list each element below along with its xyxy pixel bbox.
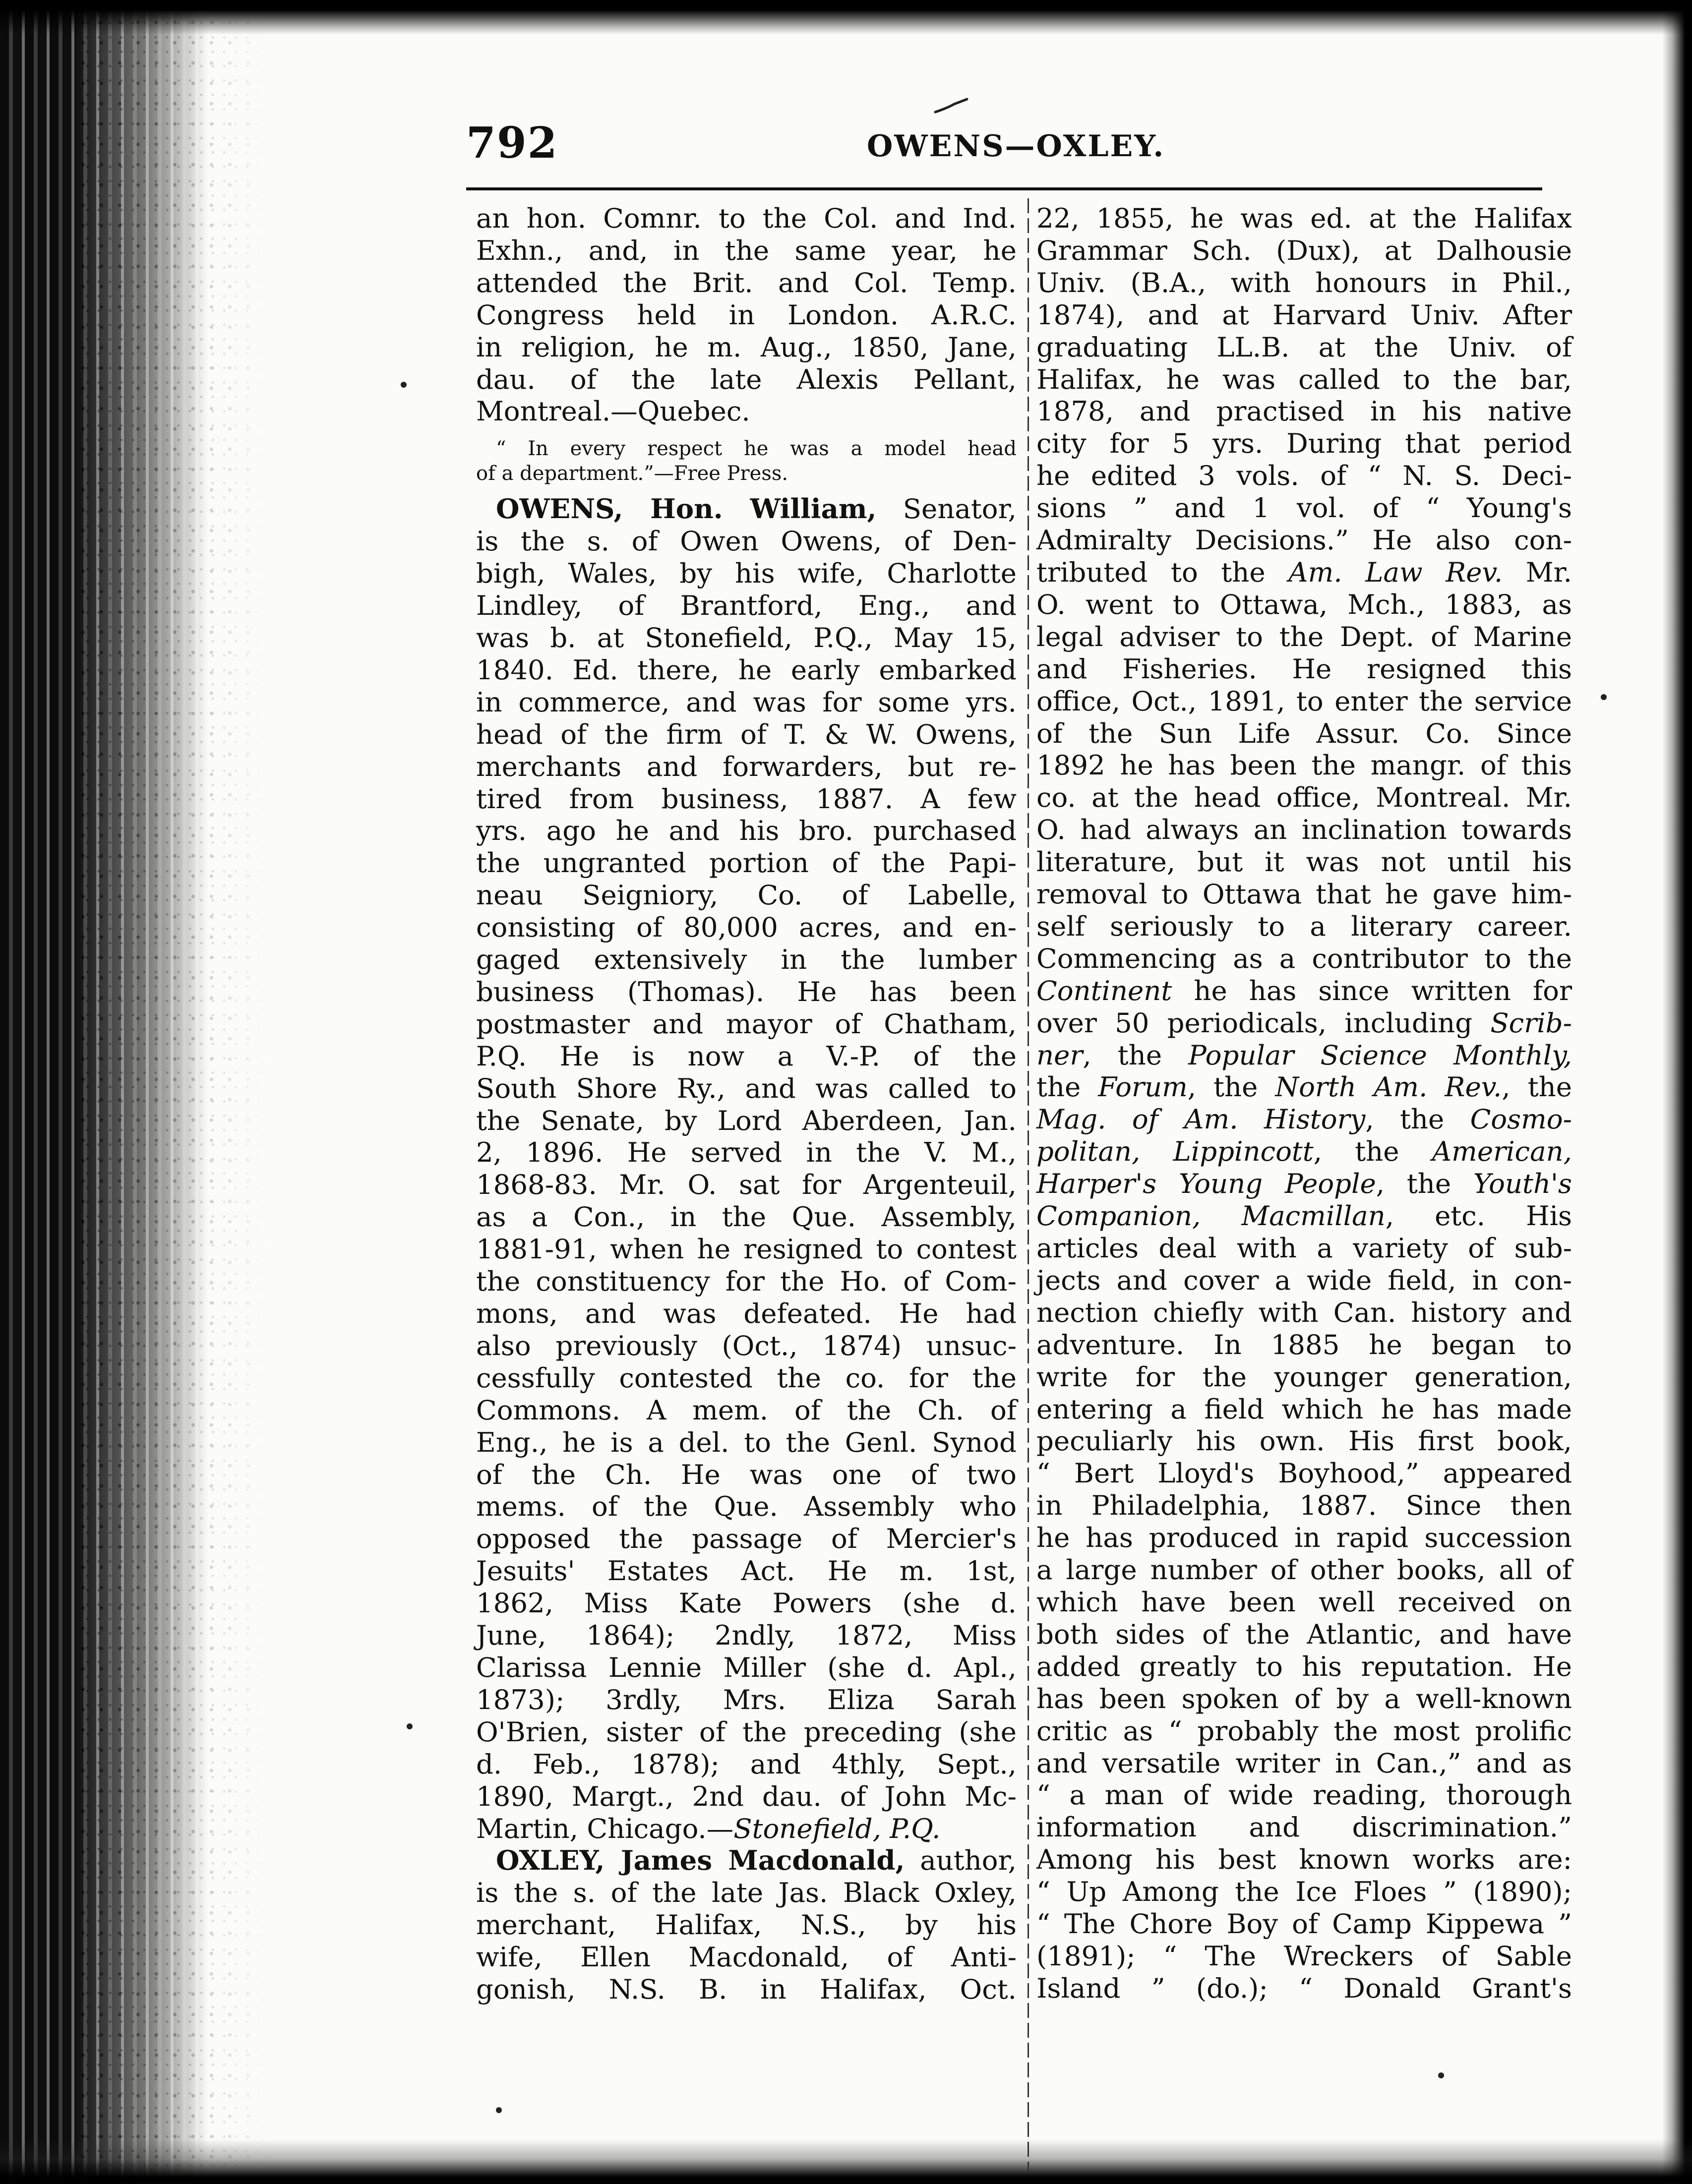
header-rule bbox=[466, 187, 1542, 190]
entry-name-owens: OWENS, Hon. William, bbox=[496, 493, 877, 525]
periodical-title: Forum bbox=[1098, 1071, 1188, 1103]
text-line: yrs. ago he and his bro. purchased bbox=[476, 815, 1017, 847]
text-line bbox=[1036, 1168, 1572, 1200]
text-line bbox=[1036, 1071, 1572, 1103]
text-line: entering a field which he has made bbox=[1036, 1393, 1572, 1425]
text-line: 1840. Ed. there, he early embarked bbox=[476, 653, 1017, 686]
text-line: 1892 he has been the mangr. of this bbox=[1036, 749, 1572, 781]
text-line: 2, 1896. He served in the V. M., bbox=[476, 1136, 1017, 1169]
text-line: (1891); “ The Wreckers of Sable bbox=[1036, 1940, 1572, 1972]
text-line: business (Thomas). He has been bbox=[476, 975, 1017, 1007]
text-line: co. at the head office, Montreal. Mr. bbox=[1036, 781, 1572, 814]
text-line: consisting of 80,000 acres, and en- bbox=[476, 911, 1017, 944]
text-line: jects and cover a wide field, in con- bbox=[1036, 1264, 1572, 1296]
pencil-mark-icon bbox=[932, 97, 972, 117]
text-line bbox=[1036, 556, 1572, 589]
binding-speckle bbox=[79, 0, 268, 2184]
periodical-title: Popular Science Monthly, bbox=[1188, 1039, 1572, 1071]
text-line: 1874), and at Harvard Univ. After bbox=[1036, 298, 1572, 331]
text-line: was b. at Stonefield, P.Q., May 15, bbox=[476, 621, 1017, 653]
text-line: Admiralty Decisions.” He also con- bbox=[1036, 524, 1572, 556]
text-line: is the s. of the late Jas. Black Oxley, bbox=[476, 1877, 1017, 1909]
quotation-line: of a department.”—Free Press. bbox=[476, 462, 788, 485]
text-line bbox=[1036, 1007, 1572, 1039]
text-line: South Shore Ry., and was called to bbox=[476, 1072, 1017, 1104]
text-line: information and discrimination.” bbox=[1036, 1811, 1572, 1843]
text-run: , the bbox=[1376, 1168, 1473, 1200]
text-line: Exhn., and, in the same year, he bbox=[476, 234, 1017, 266]
text-line: tired from business, 1887. A few bbox=[476, 782, 1017, 815]
periodical-title: Harper's Young People bbox=[1036, 1168, 1376, 1200]
text-line: he has produced in rapid succession bbox=[1036, 1522, 1572, 1554]
text-line: legal adviser to the Dept. of Marine bbox=[1036, 620, 1572, 652]
text-line bbox=[476, 1813, 1017, 1845]
text-line: head of the firm of T. & W. Owens, bbox=[476, 718, 1017, 750]
text-line: the constituency for the Ho. of Com- bbox=[476, 1265, 1017, 1298]
text-line: the Senate, by Lord Aberdeen, Jan. bbox=[476, 1104, 1017, 1136]
scan-speck bbox=[496, 2107, 502, 2113]
text-line: merchant, Halifax, N.S., by his bbox=[476, 1909, 1017, 1941]
text-line: Grammar Sch. (Dux), at Dalhousie bbox=[1036, 234, 1572, 266]
periodical-title: Mag. of Am. History bbox=[1036, 1103, 1366, 1135]
text-line: opposed the passage of Mercier's bbox=[476, 1523, 1017, 1555]
text-line bbox=[1036, 1135, 1572, 1168]
text-run: Mr. bbox=[1503, 556, 1572, 588]
text-line: articles deal with a variety of sub- bbox=[1036, 1232, 1572, 1264]
text-line: 1873); 3rdly, Mrs. Eliza Sarah bbox=[476, 1683, 1017, 1715]
text-line: gonish, N.S. B. in Halifax, Oct. bbox=[476, 1973, 1017, 2006]
text-line: city for 5 yrs. During that period bbox=[1036, 427, 1572, 460]
text-line: of the Ch. He was one of two bbox=[476, 1458, 1017, 1490]
entry-heading-owens bbox=[476, 493, 1017, 525]
periodical-title: politan, Lippincott bbox=[1036, 1135, 1314, 1168]
text-line: Jesuits' Estates Act. He m. 1st, bbox=[476, 1555, 1017, 1587]
text-line: added greatly to his reputation. He bbox=[1036, 1650, 1572, 1682]
periodical-title: Youth's bbox=[1473, 1168, 1572, 1200]
scan-speck bbox=[1438, 2072, 1444, 2078]
scan-border-right bbox=[1662, 0, 1692, 2184]
text-line: removal to Ottawa that he gave him- bbox=[1036, 878, 1572, 910]
text-line: mems. of the Que. Assembly who bbox=[476, 1490, 1017, 1523]
scan-speck bbox=[407, 1723, 413, 1729]
text-line: office, Oct., 1891, to enter the service bbox=[1036, 685, 1572, 717]
text-line: also previously (Oct., 1874) unsuc- bbox=[476, 1329, 1017, 1361]
text-line: Commons. A mem. of the Ch. of bbox=[476, 1394, 1017, 1426]
text-run: he has since written for bbox=[1172, 974, 1572, 1006]
text-run: Martin, Chicago.— bbox=[476, 1812, 734, 1844]
text-line: Among his best known works are: bbox=[1036, 1843, 1572, 1876]
entry-heading-oxley bbox=[476, 1844, 1017, 1877]
periodical-title: Am. Law Rev. bbox=[1288, 556, 1503, 588]
text-line: of the Sun Life Assur. Co. Since bbox=[1036, 717, 1572, 749]
text-line: “ a man of wide reading, thorough bbox=[1036, 1779, 1572, 1811]
text-line: bigh, Wales, by his wife, Charlotte bbox=[476, 557, 1017, 590]
text-line: 1881-91, when he resigned to contest bbox=[476, 1233, 1017, 1265]
text-line: merchants and forwarders, but re- bbox=[476, 750, 1017, 782]
scan-speck bbox=[401, 382, 407, 388]
text-line: critic as “ probably the most prolific bbox=[1036, 1714, 1572, 1747]
text-line: as a Con., in the Que. Assembly, bbox=[476, 1201, 1017, 1233]
text-line: graduating LL.B. at the Univ. of bbox=[1036, 331, 1572, 363]
text-line bbox=[1036, 975, 1572, 1007]
text-run: , the bbox=[1083, 1039, 1189, 1071]
text-line: Halifax, he was called to the bar, bbox=[1036, 363, 1572, 395]
text-line: Clarissa Lennie Miller (she d. Apl., bbox=[476, 1651, 1017, 1683]
text-line: 22, 1855, he was ed. at the Halifax bbox=[1036, 202, 1572, 234]
scan-speck bbox=[1601, 694, 1607, 700]
text-line: write for the younger generation, bbox=[1036, 1360, 1572, 1393]
text-line: the ungranted portion of the Papi- bbox=[476, 847, 1017, 879]
text-run: , the bbox=[1187, 1071, 1275, 1103]
text-run: tributed to the bbox=[1036, 556, 1289, 588]
periodical-title: Cosmo- bbox=[1470, 1103, 1572, 1135]
text-line: Congress held in London. A.R.C. bbox=[476, 298, 1017, 331]
column-rule bbox=[1027, 198, 1029, 2172]
text-line: O'Brien, sister of the preceding (she bbox=[476, 1715, 1017, 1748]
periodical-title: American, bbox=[1432, 1135, 1572, 1168]
text-line: Lindley, of Brantford, Eng., and bbox=[476, 590, 1017, 622]
text-line: and Fisheries. He resigned this bbox=[1036, 652, 1572, 685]
text-run: , the bbox=[1502, 1071, 1572, 1103]
text-line: O. had always an inclination towards bbox=[1036, 814, 1572, 846]
periodical-title: North Am. Rev. bbox=[1275, 1071, 1502, 1103]
periodical-title: Companion, Macmillan bbox=[1036, 1200, 1386, 1232]
page-number: 792 bbox=[466, 118, 558, 168]
text-line: has been spoken of by a well-known bbox=[1036, 1682, 1572, 1714]
entry-title-oxley: author, bbox=[905, 1844, 1017, 1877]
text-run: the bbox=[1036, 1071, 1098, 1103]
text-line: June, 1864); 2ndly, 1872, Miss bbox=[476, 1619, 1017, 1652]
periodical-title: ner bbox=[1036, 1039, 1083, 1071]
text-line: literature, but it was not until his bbox=[1036, 846, 1572, 878]
text-line: “ Bert Lloyd's Boyhood,” appeared bbox=[1036, 1457, 1572, 1489]
text-run: , the bbox=[1313, 1135, 1432, 1168]
text-line bbox=[1036, 1039, 1572, 1071]
text-line bbox=[1036, 1200, 1572, 1232]
text-line: which have been well received on bbox=[1036, 1586, 1572, 1618]
text-line: in Philadelphia, 1887. Since then bbox=[1036, 1489, 1572, 1522]
periodical-title: Continent bbox=[1036, 974, 1172, 1006]
text-line: 1878, and practised in his native bbox=[1036, 395, 1572, 427]
scan-border-top bbox=[0, 0, 1692, 35]
text-line bbox=[1036, 1103, 1572, 1135]
text-line: wife, Ellen Macdonald, of Anti- bbox=[476, 1941, 1017, 1973]
right-column bbox=[1036, 202, 1572, 2005]
text-line: mons, and was defeated. He had bbox=[476, 1298, 1017, 1329]
text-line: an hon. Comnr. to the Col. and Ind. bbox=[476, 202, 1017, 234]
scan-border-bottom bbox=[0, 2139, 1692, 2184]
text-line: nection chiefly with Can. history and bbox=[1036, 1296, 1572, 1328]
text-line: sions ” and 1 vol. of “ Young's bbox=[1036, 492, 1572, 524]
text-line: P.Q. He is now a V.-P. of the bbox=[476, 1040, 1017, 1072]
text-line: cessfully contested the co. for the bbox=[476, 1361, 1017, 1394]
text-line: “ Up Among the Ice Floes ” (1890); bbox=[1036, 1876, 1572, 1908]
periodical-title: Scrib- bbox=[1490, 1006, 1572, 1039]
text-line: d. Feb., 1878); and 4thly, Sept., bbox=[476, 1748, 1017, 1780]
text-line: dau. of the late Alexis Pellant, bbox=[476, 363, 1017, 395]
running-head: OWENS—OXLEY. bbox=[867, 129, 1165, 164]
text-run: , the bbox=[1365, 1103, 1470, 1135]
left-column bbox=[476, 202, 1017, 2006]
text-line: postmaster and mayor of Chatham, bbox=[476, 1007, 1017, 1040]
text-line: in religion, he m. Aug., 1850, Jane, bbox=[476, 331, 1017, 363]
text-line: neau Seigniory, Co. of Labelle, bbox=[476, 879, 1017, 911]
text-run: over 50 periodicals, including bbox=[1036, 1006, 1491, 1039]
text-line: adventure. In 1885 he began to bbox=[1036, 1328, 1572, 1360]
text-line: in commerce, and was for some yrs. bbox=[476, 686, 1017, 718]
text-line: both sides of the Atlantic, and have bbox=[1036, 1618, 1572, 1650]
text-line: Commencing as a contributor to the bbox=[1036, 942, 1572, 974]
entry-name-oxley: OXLEY, James Macdonald, bbox=[496, 1844, 905, 1877]
text-line: gaged extensively in the lumber bbox=[476, 944, 1017, 976]
text-run: , etc. His bbox=[1385, 1200, 1572, 1232]
entry-title-owens: Senator, bbox=[876, 493, 1017, 525]
text-line: 1890, Margt., 2nd dau. of John Mc- bbox=[476, 1780, 1017, 1812]
text-line: Univ. (B.A., with honours in Phil., bbox=[1036, 266, 1572, 298]
text-line: 1862, Miss Kate Powers (she d. bbox=[476, 1587, 1017, 1619]
text-line: “ The Chore Boy of Camp Kippewa ” bbox=[1036, 1908, 1572, 1940]
text-line: peculiarly his own. His first book, bbox=[1036, 1425, 1572, 1457]
entry-place-owens: Stonefield, P.Q. bbox=[733, 1812, 941, 1844]
text-line: Eng., he is a del. to the Genl. Synod bbox=[476, 1426, 1017, 1458]
text-line: Montreal.—Quebec. bbox=[476, 395, 750, 427]
text-line: self seriously to a literary career. bbox=[1036, 910, 1572, 942]
text-line: O. went to Ottawa, Mch., 1883, as bbox=[1036, 588, 1572, 620]
text-line: a large number of other books, all of bbox=[1036, 1554, 1572, 1586]
text-line: 1868-83. Mr. O. sat for Argenteuil, bbox=[476, 1169, 1017, 1201]
text-line: Island ” (do.); “ Donald Grant's bbox=[1036, 1972, 1572, 2004]
text-line: attended the Brit. and Col. Temp. bbox=[476, 266, 1017, 298]
text-line: he edited 3 vols. of “ N. S. Deci- bbox=[1036, 460, 1572, 492]
text-line: and versatile writer in Can.,” and as bbox=[1036, 1747, 1572, 1779]
text-line: is the s. of Owen Owens, of Den- bbox=[476, 525, 1017, 557]
quotation-line: “ In every respect he was a model head bbox=[496, 437, 1017, 461]
